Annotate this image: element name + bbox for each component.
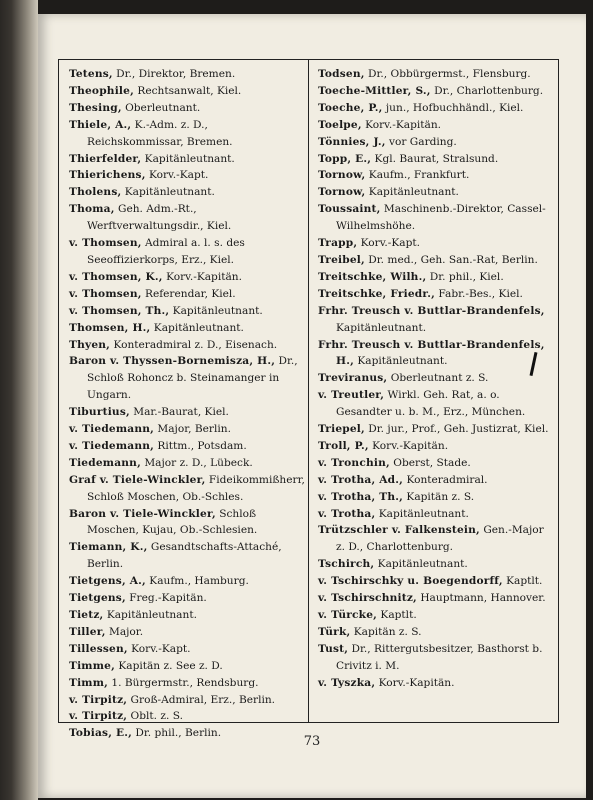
directory-entry — [69, 692, 305, 709]
entry-name: Todsen, — [318, 68, 365, 80]
entry-details: Rittm., Potsdam. — [154, 439, 247, 452]
entry-name: Tornow, — [318, 169, 366, 182]
entry-name: Frhr. Treusch v. Buttlar-Brandenfels, — [318, 304, 545, 317]
directory-entry — [69, 235, 305, 269]
entry-details: Korv.-Kapt. — [145, 169, 209, 182]
directory-entry — [318, 607, 554, 624]
directory-entry — [318, 455, 554, 472]
entry-name: Tiburtius, — [69, 406, 130, 419]
entry-name: v. Tschirschky u. Boegendorff, — [318, 575, 503, 588]
directory-entry — [318, 421, 554, 438]
directory-entry — [69, 506, 305, 540]
entry-name: Toeche, P., — [318, 101, 383, 114]
entry-details: Major. — [105, 625, 144, 638]
entry-name: v. Thomsen, K., — [69, 270, 163, 283]
directory-entry — [69, 117, 305, 151]
entry-details: Dr., Obbürgermst., Flensburg. — [364, 68, 531, 80]
directory-entry — [318, 641, 554, 675]
entry-name: Graf v. Tiele-Winckler, — [69, 473, 206, 486]
directory-entry — [69, 66, 305, 83]
entry-details: Groß-Admiral, Erz., Berlin. — [127, 693, 276, 706]
entry-name: v. Thomsen, — [69, 237, 142, 250]
entry-details: Kapitänleutnant. — [365, 186, 459, 199]
entry-name: v. Tiedemann, — [69, 423, 155, 436]
entry-name: Baron v. Thyssen-Bornemisza, H., — [69, 355, 276, 368]
entry-details: Freg.-Kapitän. — [125, 592, 207, 605]
entry-details: Gesandtschafts-Attaché, Berlin. — [87, 541, 282, 571]
directory-entry — [69, 353, 305, 404]
entry-details: Wirkl. Geh. Rat, a. o. Gesandter u. b. M., Erz., München. — [336, 389, 526, 419]
entry-details: Korv.-Kapt. — [127, 642, 191, 655]
directory-entry — [318, 117, 554, 134]
entry-frame — [58, 59, 559, 740]
entry-details: Dr., Rittergutsbesitzer, Basthorst b. Crivitz i. M. — [336, 642, 543, 672]
directory-entry — [318, 387, 554, 421]
entry-name: Thierichens, — [69, 169, 146, 182]
directory-entry — [318, 184, 554, 201]
directory-entry — [318, 235, 554, 252]
entry-name: Tornow, — [318, 186, 366, 199]
entry-details: Konteradmiral z. D., Eisenach. — [110, 338, 278, 351]
right-column — [318, 66, 554, 692]
entry-details: Kapitänleutnant. — [354, 355, 448, 368]
entry-name: Timme, — [69, 659, 115, 672]
entry-name: v. Tiedemann, — [69, 439, 155, 452]
directory-entry — [69, 167, 305, 184]
entry-details: Dr., Charlottenburg. — [430, 84, 544, 97]
entry-name: v. Trotha, Th., — [318, 490, 404, 503]
entry-details: Kapitänleutnant. — [103, 609, 197, 621]
entry-name: Timm, — [69, 676, 109, 689]
directory-entry — [69, 675, 305, 692]
page-number: 73 — [303, 734, 321, 749]
entry-name: Thiele, A., — [69, 118, 132, 131]
directory-entry — [318, 438, 554, 455]
directory-entry — [318, 252, 554, 269]
entry-details: Kaptlt. — [377, 609, 417, 621]
entry-details: Rechtsanwalt, Kiel. — [133, 84, 242, 97]
entry-name: Treitschke, Wilh., — [318, 270, 427, 283]
entry-name: Tetens, — [69, 68, 113, 80]
entry-details: Kapitänleutnant. — [150, 321, 244, 334]
entry-details: Major z. D., Lübeck. — [140, 456, 253, 469]
entry-name: Tust, — [318, 642, 349, 655]
entry-name: Trützschler v. Falkenstein, — [318, 524, 480, 537]
entry-details: Fabr.-Bes., Kiel. — [435, 287, 523, 300]
directory-entry — [318, 337, 554, 371]
directory-entry — [318, 489, 554, 506]
entry-details: Fideikommißherr, Schloß Moschen, Ob.-Schles. — [87, 473, 305, 503]
directory-entry — [69, 658, 305, 675]
entry-name: Trapp, — [318, 237, 358, 250]
entry-details: Dr., Direktor, Bremen. — [112, 68, 236, 80]
entry-name: v. Thomsen, — [69, 287, 142, 300]
entry-details: Kaptlt. — [502, 575, 543, 588]
entry-details: Kgl. Baurat, Stralsund. — [371, 152, 499, 165]
entry-name: Theophile, — [69, 84, 134, 97]
entry-details: Korv.-Kapitän. — [162, 270, 242, 283]
entry-details: Dr., Schloß Rohoncz b. Steinamanger in Ungarn. — [87, 355, 298, 402]
entry-name: Toussaint, — [318, 203, 381, 216]
entry-details: Admiral a. l. s. des Seeoffizierkorps, Erz., Kiel. — [87, 237, 245, 266]
directory-entry — [318, 66, 554, 83]
entry-details: Gen.-Major z. D., Charlottenburg. — [336, 524, 544, 554]
entry-name: Tietz, — [69, 609, 104, 621]
directory-entry — [318, 83, 554, 100]
entry-name: v. Tyszka, — [318, 676, 376, 689]
directory-entry — [69, 590, 305, 607]
entry-details: jun., Hofbuchhändl., Kiel. — [382, 101, 524, 114]
entry-name: Thyen, — [69, 338, 111, 351]
entry-details: Konteradmiral. — [403, 473, 488, 486]
entry-name: v. Tschirschnitz, — [318, 592, 417, 605]
directory-entry — [69, 404, 305, 421]
entry-details: Hauptmann, Hannover. — [416, 592, 546, 605]
entry-name: Tholens, — [69, 186, 122, 199]
directory-entry — [318, 573, 554, 590]
entry-name: Tiller, — [69, 625, 106, 638]
directory-entry — [69, 455, 305, 472]
entry-details: K.-Adm. z. D., Reichskommissar, Bremen. — [87, 118, 233, 148]
entry-details: Oberleutnant. — [121, 101, 201, 114]
directory-entry — [318, 370, 554, 387]
entry-name: Frhr. Treusch v. Buttlar-Brandenfels, H., — [318, 338, 545, 368]
entry-details: Kaufm., Frankfurt. — [365, 169, 470, 182]
entry-name: Tschirch, — [318, 558, 375, 571]
entry-name: v. Trotha, — [318, 507, 376, 520]
entry-name: v. Thomsen, Th., — [69, 304, 170, 317]
entry-details: Korv.-Kapitän. — [361, 118, 442, 131]
entry-details: Oblt. z. S. — [127, 710, 183, 723]
entry-name: Thesing, — [69, 101, 122, 114]
directory-entry — [69, 421, 305, 438]
directory-entry — [69, 320, 305, 337]
entry-name: Treitschke, Friedr., — [318, 287, 435, 300]
directory-entry — [318, 286, 554, 303]
entry-name: Tobias, E., — [69, 727, 133, 740]
entry-name: Toelpe, — [318, 118, 362, 131]
entry-details: Kapitän z. S. — [350, 625, 422, 638]
directory-entry — [318, 506, 554, 523]
entry-details: Geh. Adm.-Rt., Werftverwaltungsdir., Kiel. — [87, 203, 232, 233]
directory-entry — [318, 151, 554, 168]
entry-details: Oberst, Stade. — [389, 456, 471, 469]
entry-name: Tönnies, J., — [318, 135, 386, 148]
directory-entry — [69, 100, 305, 117]
entry-name: Troll, P., — [318, 439, 369, 452]
entry-name: Baron v. Tiele-Winckler, — [69, 507, 216, 520]
directory-entry — [69, 83, 305, 100]
entry-details: Korv.-Kapt. — [357, 237, 421, 250]
entry-name: Thomsen, H., — [69, 321, 151, 334]
entry-details: Mar.-Baurat, Kiel. — [129, 406, 229, 419]
entry-name: Treviranus, — [318, 372, 388, 385]
directory-entry — [318, 100, 554, 117]
entry-name: v. Tronchin, — [318, 456, 390, 469]
entry-name: v. Trotha, Ad., — [318, 473, 404, 486]
directory-entry — [318, 675, 554, 692]
directory-entry — [318, 522, 554, 556]
entry-name: Topp, E., — [318, 152, 372, 165]
directory-entry — [69, 624, 305, 641]
entry-details: Kapitänleutnant. — [169, 304, 263, 317]
entry-name: Tiedemann, — [69, 456, 141, 469]
entry-details: Kaufm., Hamburg. — [145, 575, 249, 588]
entry-name: v. Treutler, — [318, 389, 385, 402]
entry-name: Tietgens, A., — [69, 575, 146, 588]
entry-details: vor Garding. — [385, 135, 457, 148]
left-column — [69, 66, 305, 742]
directory-entry — [69, 286, 305, 303]
entry-details: Dr. phil., Berlin. — [132, 727, 222, 740]
directory-entry — [69, 184, 305, 201]
directory-entry — [69, 151, 305, 168]
book-page — [38, 14, 586, 798]
directory-entry — [69, 708, 305, 725]
directory-entry — [69, 539, 305, 573]
entry-name: Tietgens, — [69, 592, 126, 605]
entry-details: Dr. jur., Prof., Geh. Justizrat, Kiel. — [364, 423, 549, 436]
directory-entry — [69, 337, 305, 354]
entry-name: Triepel, — [318, 423, 365, 436]
directory-entry — [318, 303, 554, 337]
entry-details: Kapitänleutnant. — [375, 507, 469, 520]
entry-name: Toeche-Mittler, S., — [318, 84, 431, 97]
entry-details: Major, Berlin. — [154, 423, 231, 436]
entry-details: 1. Bürgermstr., Rendsburg. — [108, 676, 259, 689]
entry-details: Referendar, Kiel. — [141, 287, 236, 300]
entry-name: Thierfelder, — [69, 152, 142, 165]
directory-entry — [69, 641, 305, 658]
directory-entry — [69, 472, 305, 506]
entry-name: v. Tirpitz, — [69, 710, 128, 723]
entry-details: Kapitän z. See z. D. — [114, 659, 223, 672]
entry-details: Maschinenb.-Direktor, Cassel-Wilhelmshöhe. — [336, 203, 546, 233]
directory-entry — [318, 556, 554, 573]
directory-entry — [318, 624, 554, 641]
entry-details: Kapitänleutnant. — [374, 558, 468, 571]
directory-entry — [318, 201, 554, 235]
directory-entry — [69, 573, 305, 590]
book-spine-edge — [0, 0, 38, 800]
directory-entry — [318, 269, 554, 286]
entry-details: Schloß Moschen, Kujau, Ob.-Schlesien. — [87, 507, 258, 537]
entry-details: Korv.-Kapitän. — [368, 439, 449, 452]
entry-name: Tiemann, K., — [69, 541, 148, 554]
entry-name: Thoma, — [69, 203, 115, 216]
column-divider — [308, 60, 309, 722]
directory-entry — [69, 201, 305, 235]
entry-details: Dr. med., Geh. San.-Rat, Berlin. — [364, 253, 538, 266]
entry-name: Treibel, — [318, 253, 365, 266]
directory-entry — [318, 472, 554, 489]
directory-entry — [318, 167, 554, 184]
entry-name: v. Tirpitz, — [69, 693, 128, 706]
directory-entry — [69, 438, 305, 455]
directory-entry — [318, 134, 554, 151]
directory-entry — [318, 590, 554, 607]
entry-details: Kapitänleutnant. — [141, 152, 235, 165]
directory-entry — [69, 607, 305, 624]
directory-entry — [69, 303, 305, 320]
entry-details: Kapitänleutnant. — [121, 186, 215, 199]
entry-name: Türk, — [318, 625, 351, 638]
entry-details: Kapitän z. S. — [403, 490, 475, 503]
entry-name: Tillessen, — [69, 642, 128, 655]
entry-details: Korv.-Kapitän. — [375, 676, 455, 689]
entry-details: Oberleutnant z. S. — [387, 372, 489, 385]
entry-details: Dr. phil., Kiel. — [426, 270, 504, 283]
entry-details: Kapitänleutnant. — [336, 321, 427, 334]
directory-entry — [69, 269, 305, 286]
entry-name: v. Türcke, — [318, 609, 378, 621]
